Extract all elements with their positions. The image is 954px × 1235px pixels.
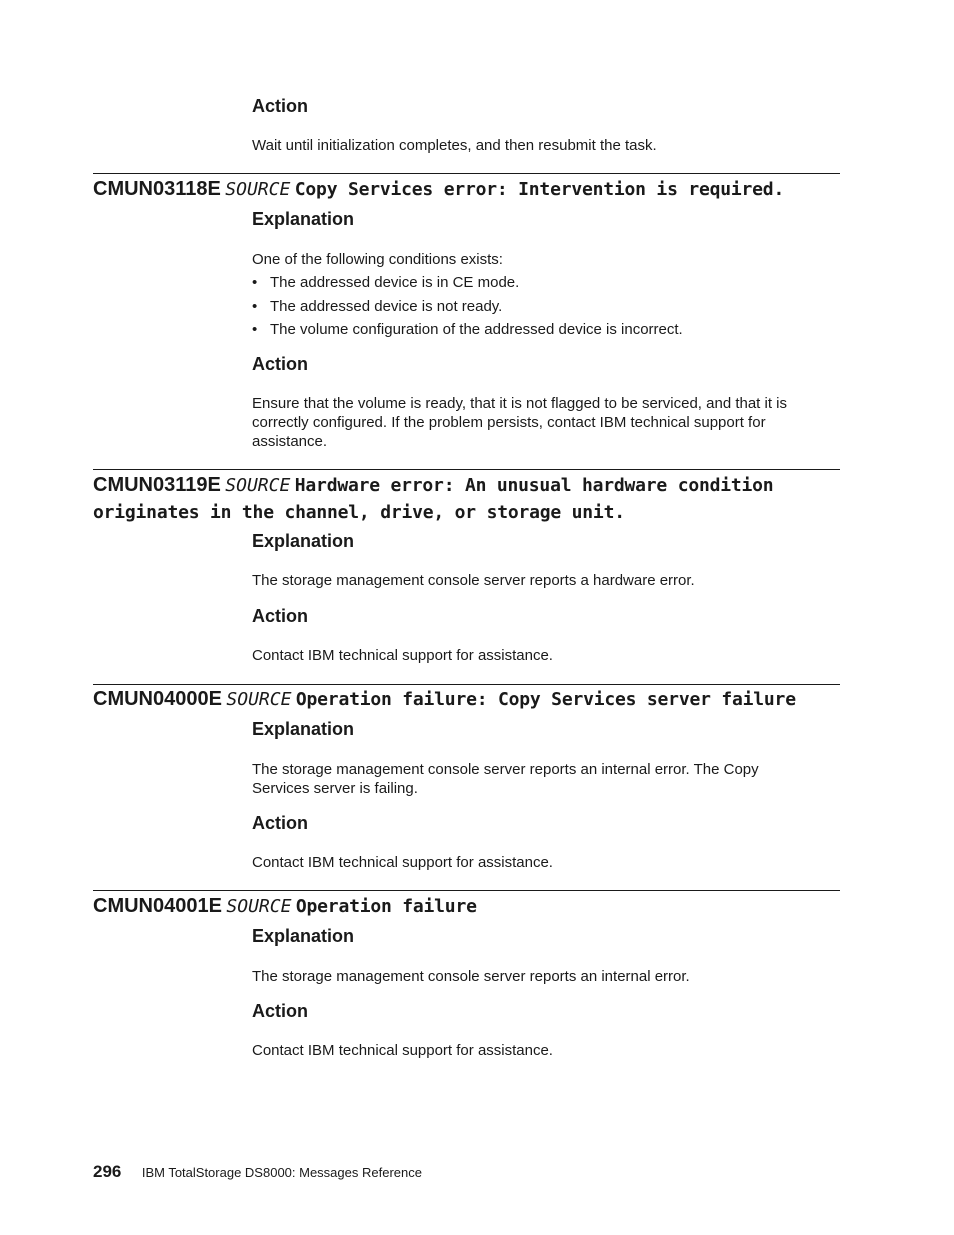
page-footer xyxy=(93,1162,422,1182)
message-divider xyxy=(93,469,840,470)
message-text: Operation failure: Copy Services server failure xyxy=(295,689,796,710)
list-item-text: The addressed device is not ready. xyxy=(270,297,503,315)
bullet-icon: • xyxy=(252,274,258,291)
explanation-heading: Explanation xyxy=(252,926,355,946)
message-source: SOURCE xyxy=(226,896,292,917)
message-divider xyxy=(93,173,840,174)
explanation-text: The storage management console server reports a hardware error. xyxy=(252,572,695,589)
message-heading xyxy=(93,686,843,714)
page-number: 296 xyxy=(93,1162,122,1181)
message-source: SOURCE xyxy=(225,475,291,496)
explanation-heading: Explanation xyxy=(252,531,355,551)
action-heading: Action xyxy=(252,96,308,116)
action-text: Wait until initialization completes, and then resubmit the task. xyxy=(252,137,657,154)
action-heading: Action xyxy=(252,813,308,833)
action-text: Contact IBM technical support for assistance. xyxy=(252,647,553,664)
message-heading xyxy=(93,472,843,527)
explanation-text: One of the following conditions exists: xyxy=(252,251,503,268)
action-text: Contact IBM technical support for assistance. xyxy=(252,1042,553,1059)
bullet-icon: • xyxy=(252,297,258,315)
message-text: Hardware error: An unusual hardware condition originates in the channel, drive, or storage unit. xyxy=(93,475,774,523)
explanation-heading: Explanation xyxy=(252,209,355,229)
book-title: IBM TotalStorage DS8000: Messages Reference xyxy=(141,1165,422,1180)
explanation-text: The storage management console server reports an internal error. The Copy Services server is failing. xyxy=(252,761,759,797)
message-id: CMUN04000E xyxy=(93,688,222,710)
list-item xyxy=(252,273,683,297)
message-heading xyxy=(93,176,843,204)
message-source: SOURCE xyxy=(225,179,291,200)
explanation-heading: Explanation xyxy=(252,719,355,739)
message-id: CMUN03119E xyxy=(93,474,221,496)
bullet-icon: • xyxy=(252,321,258,338)
explanation-text: The storage management console server reports an internal error. xyxy=(252,968,690,985)
action-heading: Action xyxy=(252,606,308,626)
list-item-text: The addressed device is in CE mode. xyxy=(270,274,520,291)
message-source: SOURCE xyxy=(226,689,292,710)
message-text: Operation failure xyxy=(295,896,477,917)
message-heading xyxy=(93,893,843,921)
list-item xyxy=(252,297,683,321)
action-heading: Action xyxy=(252,1001,308,1021)
message-divider xyxy=(93,684,840,685)
message-text: Copy Services error: Intervention is required. xyxy=(294,179,785,200)
message-id: CMUN03118E xyxy=(93,178,221,200)
action-heading: Action xyxy=(252,354,308,374)
list-item-text: The volume configuration of the addressed device is incorrect. xyxy=(270,321,683,338)
message-divider xyxy=(93,890,840,891)
action-text: Contact IBM technical support for assistance. xyxy=(252,854,553,871)
action-text: Ensure that the volume is ready, that it is not flagged to be serviced, and that it is correctly configured. If the problem persists, contact IBM technical support for assistance. xyxy=(252,395,788,450)
conditions-list xyxy=(252,273,683,344)
list-item xyxy=(252,320,683,344)
message-id: CMUN04001E xyxy=(93,895,222,917)
